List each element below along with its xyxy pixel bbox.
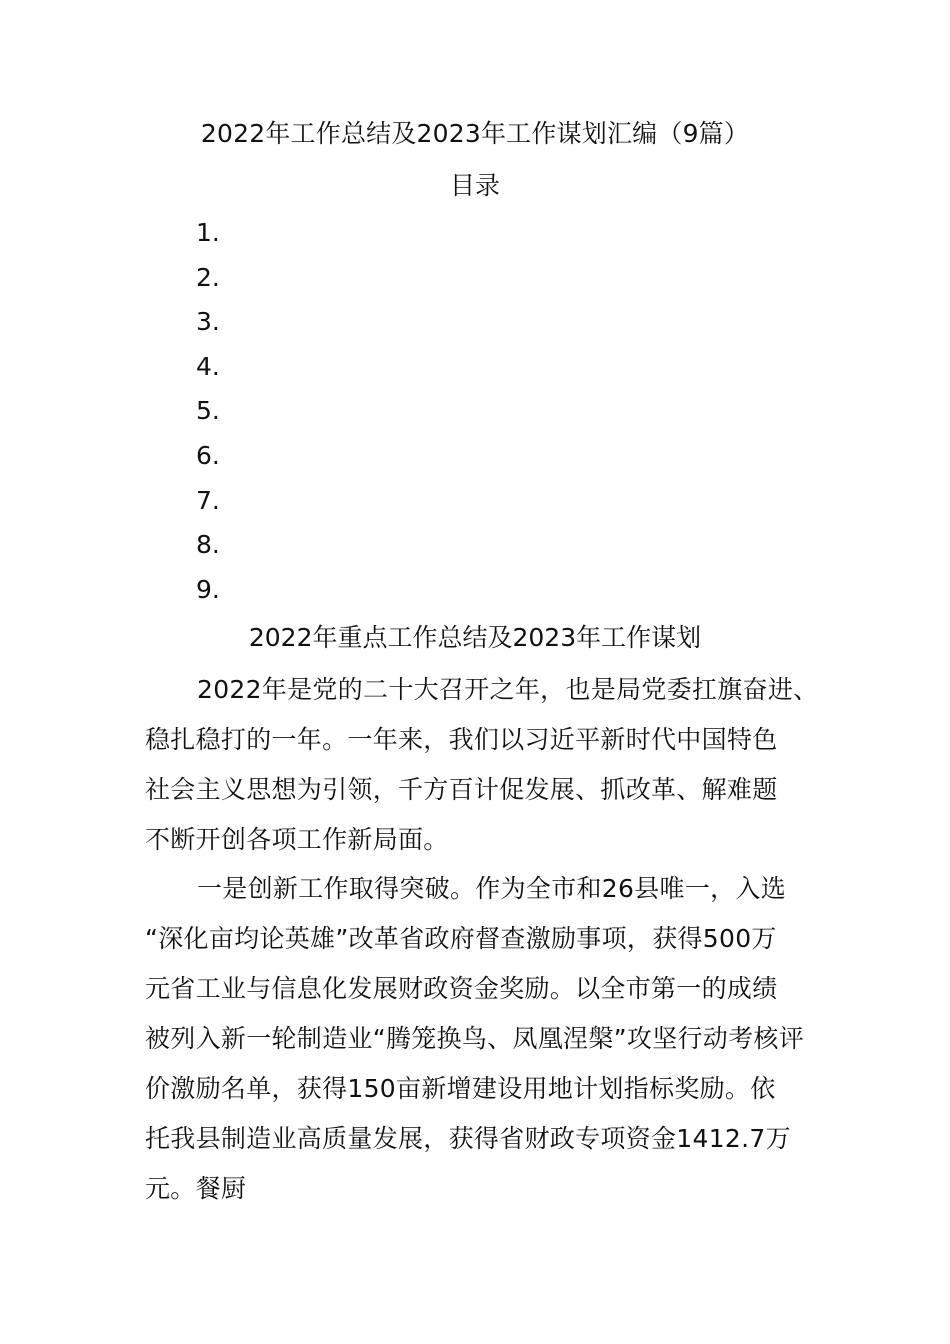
toc-item[interactable]: 7. (196, 485, 220, 515)
section-title: 2022年重点工作总结及2023年工作谋划 (248, 623, 702, 652)
paragraph-line: 不断开创各项工作新局面。 (145, 825, 449, 854)
paragraph-line: “深化亩均论英雄”改革省政府督查激励事项，获得500万 (145, 924, 777, 953)
paragraph-innovation (145, 864, 835, 1214)
paragraph-line: 社会主义思想为引领，千方百计促发展、抓改革、解难题 (145, 775, 778, 804)
toc-item[interactable]: 2. (196, 262, 220, 292)
paragraph-intro (145, 665, 835, 865)
paragraph-line: 托我县制造业高质量发展，获得省财政专项资金1412.7万 (145, 1124, 791, 1153)
toc-item[interactable]: 8. (196, 530, 220, 560)
paragraph-line: 元省工业与信息化发展财政资金奖励。以全市第一的成绩 (145, 974, 778, 1003)
paragraph-line: 稳扎稳打的一年。一年来，我们以习近平新时代中国特色 (145, 725, 778, 754)
paragraph-line: 被列入新一轮制造业“腾笼换鸟、凤凰涅槃”攻坚行动考核评 (145, 1024, 805, 1053)
toc-item[interactable]: 9. (196, 574, 220, 604)
table-of-contents (196, 213, 220, 614)
document-title: 2022年工作总结及2023年工作谋划汇编（9篇） (200, 119, 750, 148)
paragraph-line: 价激励名单，获得150亩新增建设用地计划指标奖励。依 (145, 1074, 776, 1103)
paragraph-line: 元。餐厨 (145, 1174, 247, 1203)
paragraph-line: 2022年是党的二十大召开之年，也是局党委扛旗奋进、 (197, 675, 819, 704)
paragraph-line: 一是创新工作取得突破。作为全市和26县唯一，入选 (197, 874, 787, 903)
toc-item[interactable]: 6. (196, 440, 220, 470)
toc-item[interactable]: 4. (196, 351, 220, 381)
toc-item[interactable]: 5. (196, 396, 220, 426)
toc-item[interactable]: 1. (196, 218, 220, 247)
toc-heading: 目录 (449, 171, 500, 200)
toc-item[interactable]: 3. (196, 307, 220, 337)
